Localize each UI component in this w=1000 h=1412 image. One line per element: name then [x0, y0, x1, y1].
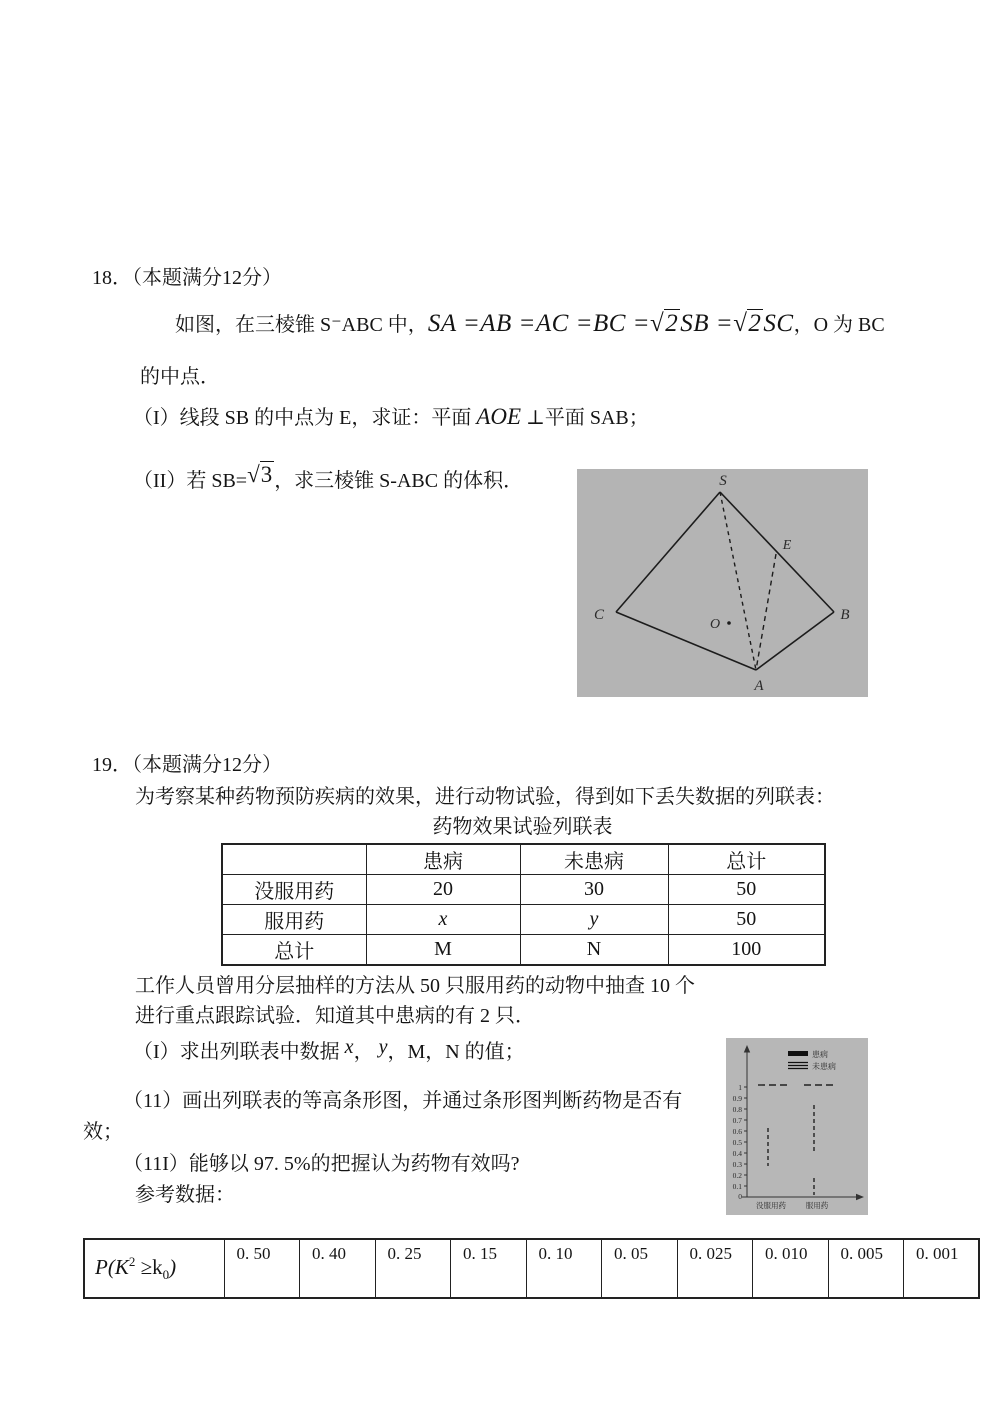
q19-item1-before: （I）求出列联表中数据: [133, 1041, 345, 1063]
ref-label-p1: P: [95, 1254, 108, 1279]
ref-label-p4: ): [169, 1254, 177, 1279]
q18-line1-tail: ，O 为 BC: [793, 314, 885, 336]
q19-item1-y: y: [378, 1036, 388, 1058]
row-label-cell: 总计: [222, 935, 366, 966]
reference-table-wrap: [83, 1238, 980, 1299]
ref-label-p3: ≥k: [135, 1254, 163, 1279]
cell: 0. 25: [375, 1239, 451, 1298]
sqrt-radical: [247, 457, 274, 493]
q19-para2: 进行重点跟踪试验．知道其中患病的有 2 只．: [135, 1005, 535, 1027]
header-cell: 总计: [668, 844, 825, 875]
legend-label: 患病: [812, 1050, 828, 1059]
cell: 0. 010: [753, 1239, 829, 1298]
y-tick-label: 0.3: [732, 1160, 742, 1169]
point-o-dot: [727, 621, 731, 625]
legend-label: 未患病: [812, 1062, 836, 1071]
cell: y: [520, 905, 668, 935]
q18-heading: 18．（本题满分12分）: [92, 267, 282, 289]
q18-line1: [175, 303, 885, 345]
table-row: [222, 935, 825, 966]
cell: 0. 005: [828, 1239, 904, 1298]
radicand: 2: [748, 310, 762, 337]
q18-item2-after: ，求三棱锥 S-ABC 的体积．: [274, 470, 524, 492]
q19-item1-x: x: [344, 1036, 354, 1058]
ref-label-cell: [84, 1239, 224, 1298]
y-tick-label: 0.4: [732, 1149, 742, 1158]
q19-ref-label: 参考数据：: [135, 1184, 235, 1206]
y-tick-label: 0.1: [732, 1182, 742, 1191]
y-tick-label: 0.2: [732, 1171, 742, 1180]
y-tick-label: 0.8: [732, 1105, 742, 1114]
cell: 0. 50: [224, 1239, 300, 1298]
table-row: [222, 844, 825, 875]
y-tick-label: 0.7: [732, 1116, 742, 1125]
q19-item3: （11I）能够以 97. 5%的把握认为药物有效吗?: [123, 1153, 520, 1175]
equal-height-bar-chart: [726, 1038, 868, 1215]
y-tick-label: 0.6: [732, 1127, 742, 1136]
cell: 30: [520, 875, 668, 905]
cell: x: [366, 905, 520, 935]
reference-table: [83, 1238, 980, 1299]
y-tick-label: 1: [738, 1083, 742, 1092]
ref-label-sup: 2: [128, 1253, 136, 1269]
q19-table-title: 药物效果试验列联表: [432, 816, 613, 838]
q18-item1-after: ⊥平面 SAB；: [521, 407, 649, 429]
header-cell: 患病: [366, 844, 520, 875]
q19-item1-sep: ，: [353, 1041, 379, 1063]
vertex-label-b: B: [840, 607, 850, 623]
q18-item2: [133, 462, 523, 498]
table-row: [222, 905, 825, 935]
cell: N: [520, 935, 668, 966]
radical-symbol: √: [733, 310, 748, 337]
y-tick-label: 0: [738, 1192, 742, 1201]
q18-figure: [577, 469, 868, 697]
q18-item1-math: AOE: [476, 404, 522, 429]
cell: 50: [668, 875, 825, 905]
radical-symbol: √: [650, 310, 665, 337]
contingency-table-wrap: [221, 843, 826, 966]
cell: 100: [668, 935, 825, 966]
table-row: [222, 875, 825, 905]
vertex-label-c: C: [593, 607, 605, 623]
q18-line1-lead: 如图，在三棱锥 S⁻ABC 中，: [175, 314, 428, 336]
point-label-o: O: [709, 617, 721, 632]
sqrt-radical: [650, 303, 680, 345]
q19-item1-after: ，M，N 的值；: [387, 1041, 525, 1063]
row-label-cell: 没服用药: [222, 875, 366, 905]
cell: 0. 40: [300, 1239, 376, 1298]
legend-swatch-solid: [788, 1051, 808, 1056]
vertex-label-a: A: [754, 678, 764, 694]
q19-heading: 19．（本题满分12分）: [92, 754, 282, 776]
header-cell: [222, 844, 366, 875]
cell: 0. 05: [602, 1239, 678, 1298]
header-cell: 未患病: [520, 844, 668, 875]
ref-label-sub: 0: [162, 1267, 170, 1283]
cell: 0. 15: [451, 1239, 527, 1298]
radicand: 2: [665, 310, 679, 337]
q18-item1: [133, 400, 649, 434]
q18-item2-before: （II）若 SB=: [133, 470, 248, 492]
q18-item1-before: （I）线段 SB 的中点为 E，求证：平面: [133, 407, 477, 429]
cell: 20: [366, 875, 520, 905]
cell: 0. 001: [904, 1239, 980, 1298]
cell: 0. 10: [526, 1239, 602, 1298]
tetrahedron-figure: [577, 469, 868, 697]
x-category-label: 没服用药: [756, 1201, 786, 1210]
point-label-e: E: [782, 538, 792, 553]
y-tick-label: 0.9: [732, 1094, 742, 1103]
q18-formula-part1: SA =AB =AC =BC =: [427, 310, 651, 337]
q19-item2-line2: 效；: [83, 1121, 123, 1143]
cell: 0. 025: [677, 1239, 753, 1298]
q18-formula-part3: SC: [763, 310, 794, 337]
ref-label-p2: (K: [107, 1254, 129, 1279]
q18-line2: 的中点．: [140, 366, 220, 388]
cell: M: [366, 935, 520, 966]
vertex-label-s: S: [719, 473, 727, 489]
q19-bar-chart: [726, 1038, 868, 1215]
cell: 50: [668, 905, 825, 935]
row-label-cell: 服用药: [222, 905, 366, 935]
contingency-table: [221, 843, 826, 966]
q19-intro: 为考察某种药物预防疾病的效果，进行动物试验，得到如下丢失数据的列联表：: [135, 786, 835, 808]
table-row: [84, 1239, 979, 1298]
y-tick-label: 0.5: [732, 1138, 742, 1147]
radical-symbol: √: [247, 462, 260, 487]
x-category-label: 服用药: [805, 1201, 829, 1210]
q19-para1: 工作人员曾用分层抽样的方法从 50 只服用药的动物中抽查 10 个: [135, 975, 695, 997]
q19-item2-line1: （11）画出列联表的等高条形图，并通过条形图判断药物是否有: [123, 1090, 683, 1112]
q18-formula-part2: SB =: [680, 310, 734, 337]
radicand: 3: [260, 462, 273, 487]
sqrt-radical: [733, 303, 763, 345]
q19-item1: [133, 1036, 525, 1068]
